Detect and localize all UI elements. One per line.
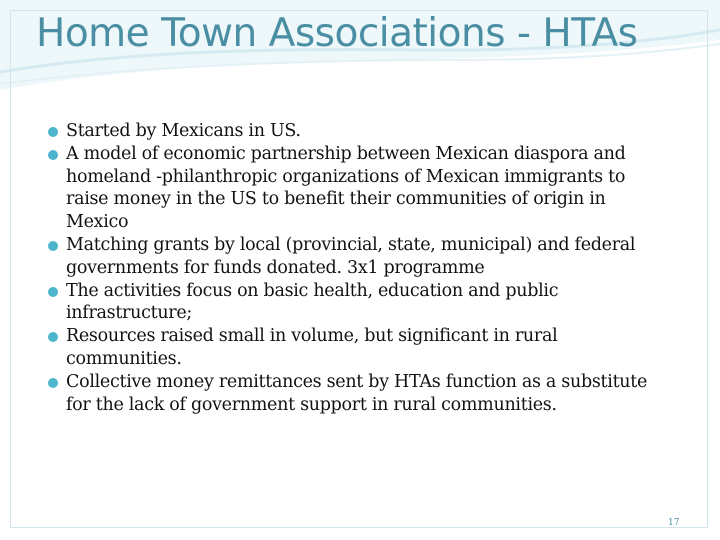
bullet-item — [48, 371, 658, 417]
bullet-icon — [48, 378, 58, 388]
page-number: 17 — [668, 518, 680, 528]
bullet-text: Collective money remittances sent by HTAs function as a substitute for the lack of government support in rural communities. — [66, 371, 648, 415]
bullet-item — [48, 325, 658, 371]
bullet-icon — [48, 150, 58, 160]
bullet-list — [48, 120, 658, 416]
bullet-icon — [48, 127, 58, 137]
bullet-text: The activities focus on basic health, education and public infrastructure; — [66, 280, 559, 324]
bullet-text: Resources raised small in volume, but significant in rural communities. — [66, 326, 558, 369]
bullet-item — [48, 120, 658, 143]
bullet-item — [48, 143, 658, 234]
bullet-text: A model of economic partnership between Mexican diaspora and homeland -philanthropic organizations of Mexican immigrants to raise money in the US to benefit their communities of origin in Mexico — [66, 143, 626, 233]
bullet-icon — [48, 241, 58, 251]
bullet-item — [48, 234, 658, 280]
bullet-text: Started by Mexicans in US. — [66, 121, 301, 141]
bullet-icon — [48, 287, 58, 297]
bullet-item — [48, 280, 658, 326]
slide-title: Home Town Associations - HTAs — [36, 11, 638, 56]
bullet-icon — [48, 332, 58, 342]
bullet-text: Matching grants by local (provincial, state, municipal) and federal governments for funds donated. 3x1 programme — [66, 234, 636, 278]
